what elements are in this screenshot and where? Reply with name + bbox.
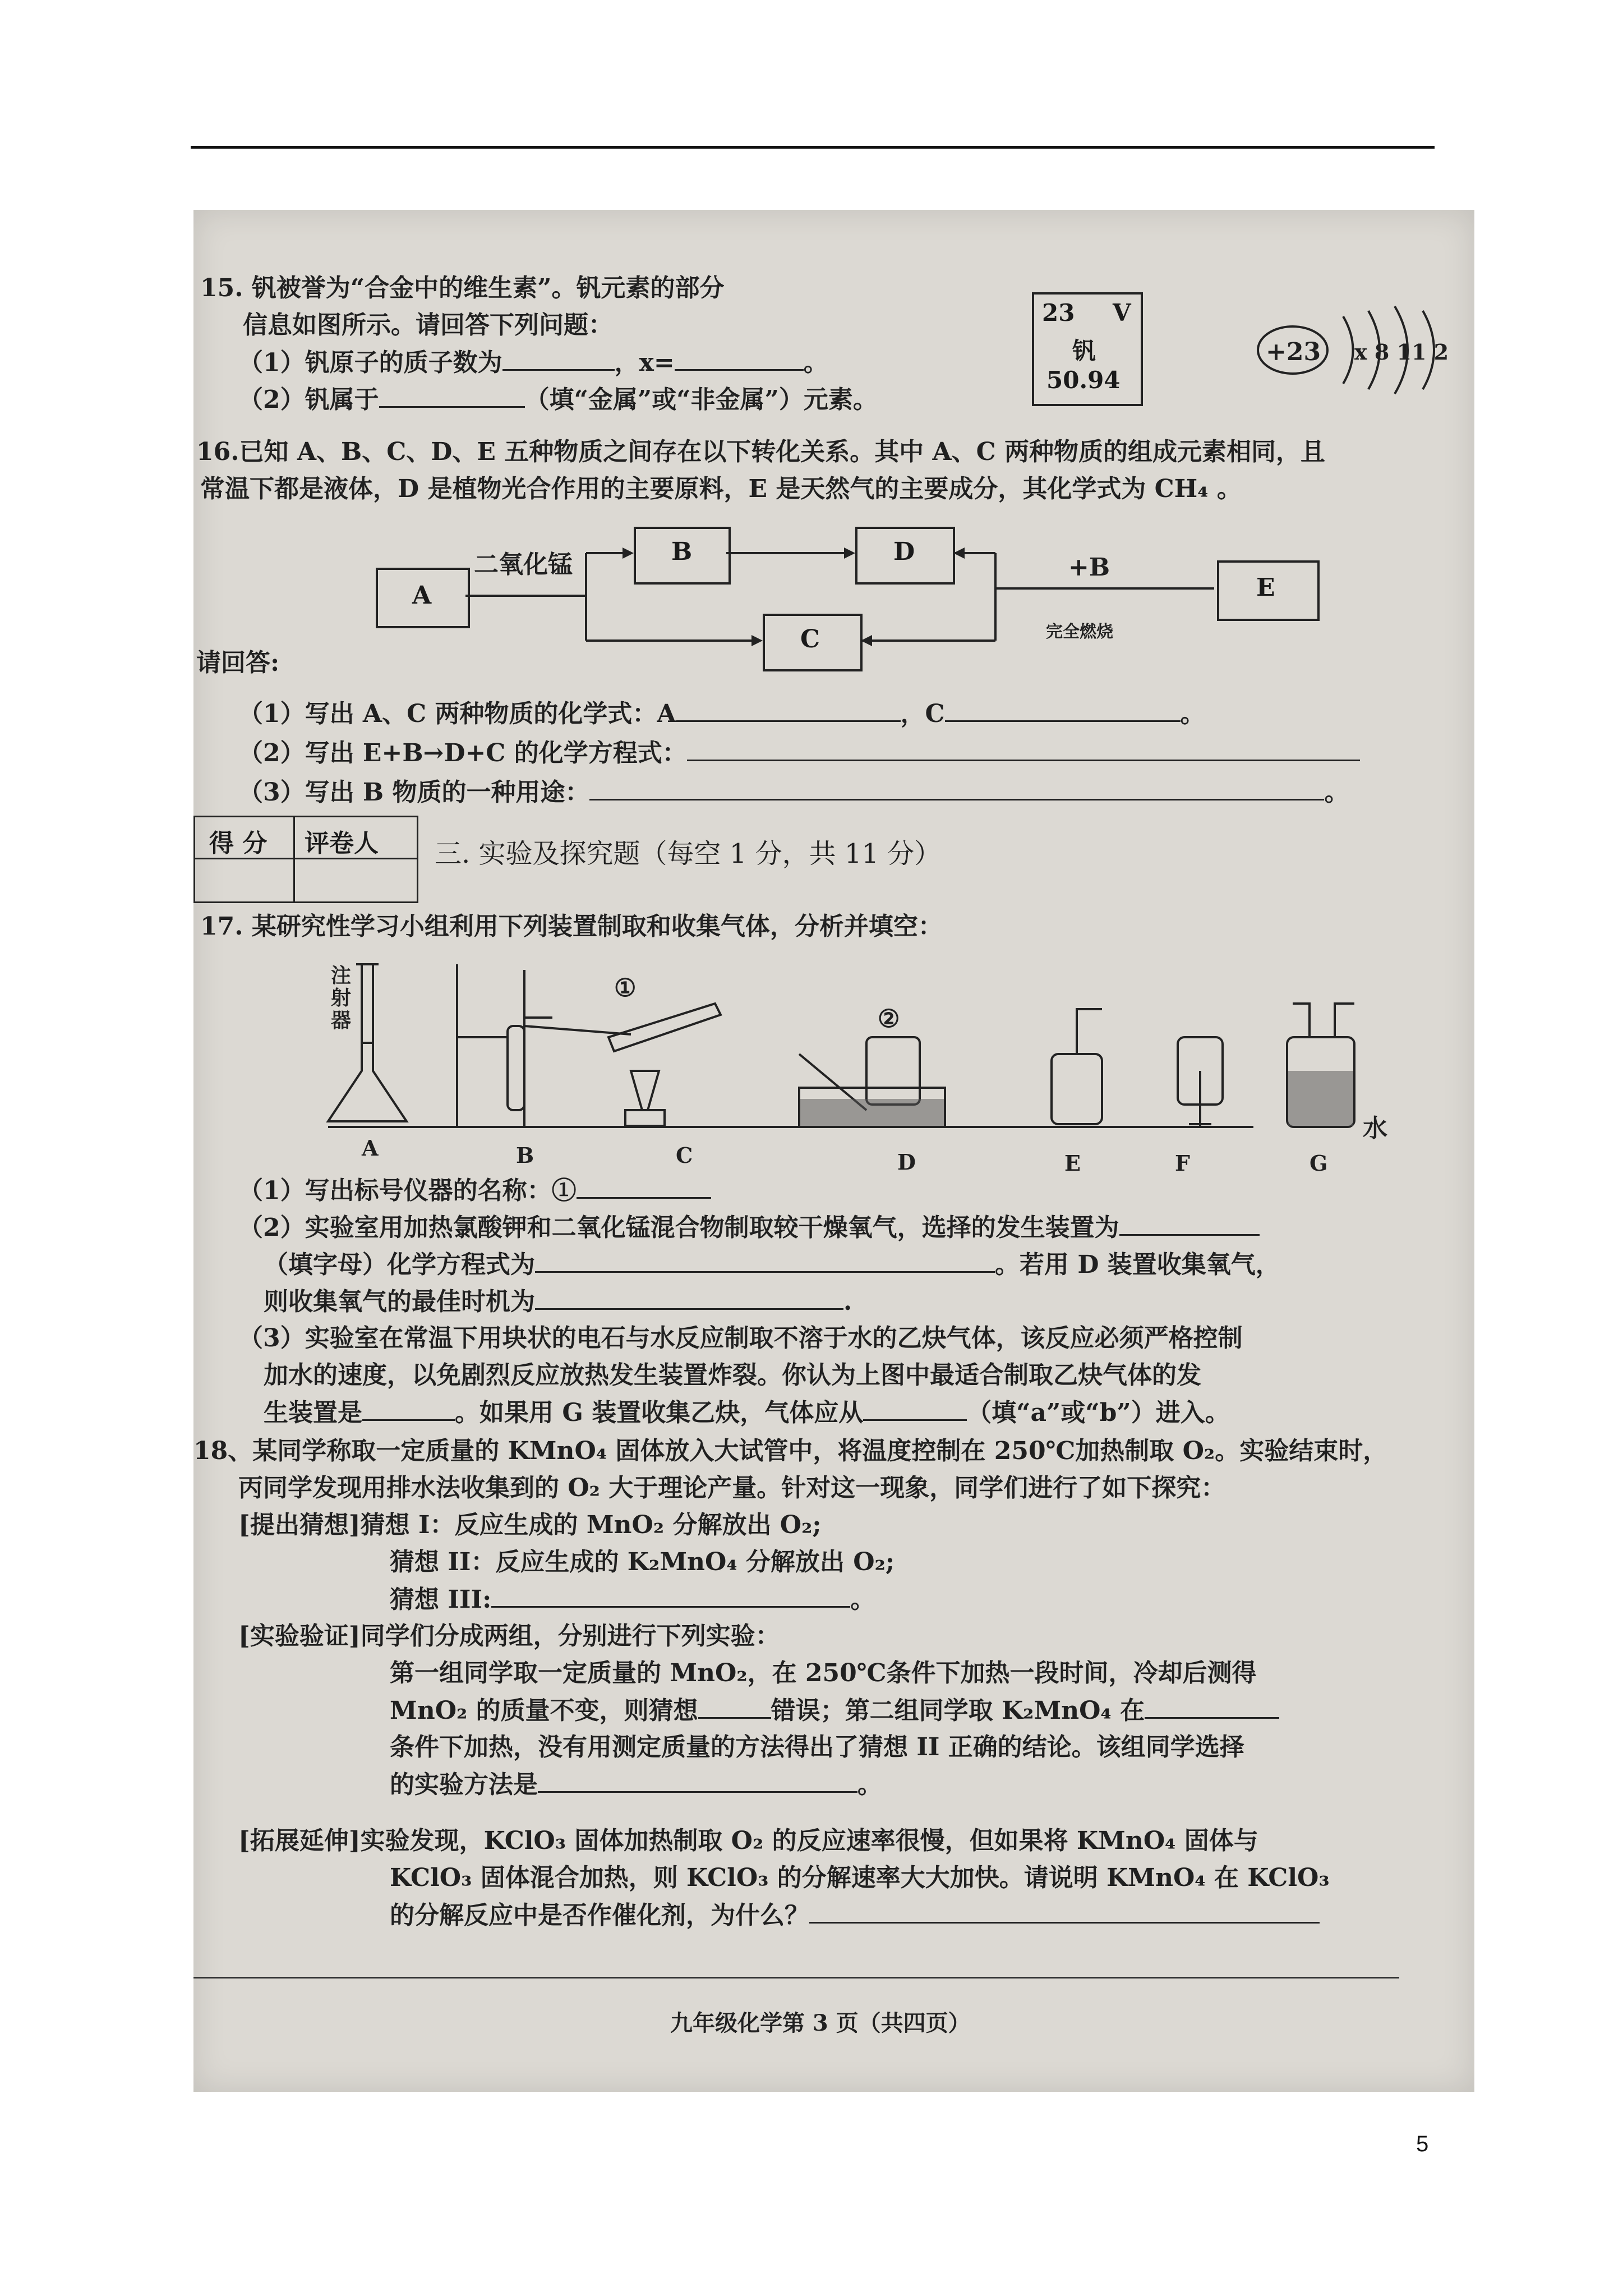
element-mass: 50.94 — [1046, 366, 1121, 394]
q15-part2-end: （填“金属”或“非金属”）元素。 — [524, 385, 878, 414]
score-label: 得 分 — [209, 829, 268, 858]
label-circle-one: ① — [614, 974, 637, 1002]
q16-part2-text: （2）写出 E+B→D+C 的化学方程式： — [238, 739, 687, 767]
section3-title: 三. 实验及探究题（每空 1 分，共 11 分） — [435, 838, 942, 869]
label-water: 水 — [1363, 1114, 1387, 1143]
q17-part2-line2 — [264, 1249, 1280, 1281]
q15-line1: 15. 钒被誉为“合金中的维生素”。钒元素的部分 — [200, 274, 725, 302]
q18-extend-line1: [拓展延伸]实验发现，KClO₃ 固体加热制取 O₂ 的反应速率很慢，但如果将 KMnO₄ 固体与 — [238, 1826, 1258, 1855]
q17-part3-end: （填“a”或“b”）进入。 — [967, 1398, 1230, 1427]
q17-line1: 17. 某研究性学习小组利用下列装置制取和收集气体，分析并填空： — [200, 912, 943, 941]
q17-part2-d-text: 。若用 D 装置收集氧气， — [995, 1250, 1280, 1279]
q17-part1 — [238, 1175, 711, 1207]
catalyst-label: 二氧化锰 — [474, 550, 573, 579]
q18-hypothesis3-end: 。 — [850, 1585, 875, 1614]
q18-verify-line1: [实验验证]同学们分成两组，分别进行下列实验： — [238, 1622, 780, 1650]
q17-part2-line1 — [238, 1212, 1260, 1244]
q15-part1-text: （1）钒原子的质子数为 — [238, 348, 502, 377]
q18-verify-end: 。 — [857, 1770, 882, 1799]
q18-extend-question: 的分解反应中是否作催化剂，为什么？ — [390, 1901, 809, 1930]
q17-part2-end: . — [843, 1287, 852, 1316]
q16-line1: 16.已知 A、B、C、D、E 五种物质之间存在以下转化关系。其中 A、C 两种物质的组成元素相同，且 — [196, 438, 1326, 466]
page-number: 5 — [1416, 2132, 1429, 2156]
apparatus-label-b: B — [516, 1143, 534, 1168]
element-symbol: V — [1113, 299, 1131, 326]
flow-label-a: A — [412, 581, 432, 610]
top-rule — [191, 146, 1435, 149]
q18-verify-method-text: 的实验方法是 — [390, 1770, 538, 1799]
apparatus-label-f: F — [1175, 1151, 1190, 1176]
q15-part1-end: 。 — [803, 348, 828, 377]
score-table — [193, 816, 418, 903]
element-number: 23 — [1042, 299, 1075, 326]
q18-extend-line3 — [390, 1899, 1320, 1931]
q17-part2-text: （2）实验室用加热氯酸钾和二氧化锰混合物制取较干燥氧气，选择的发生装置为 — [238, 1213, 1119, 1242]
apparatus-label-d: D — [897, 1149, 916, 1175]
q18-hypothesis2: 猜想 II：反应生成的 K₂MnO₄ 分解放出 O₂; — [390, 1548, 895, 1576]
q18-line2: 丙同学发现用排水法收集到的 O₂ 大于理论产量。针对这一现象，同学们进行了如下探究： — [238, 1474, 1226, 1502]
flow-label-c: C — [800, 625, 820, 654]
q18-line1: 18、某同学称取一定质量的 KMnO₄ 固体放入大试管中，将温度控制在 250℃加热制取 O₂。实验结束时， — [193, 1437, 1388, 1465]
q17-part3-apparatus-text: 生装置是 — [264, 1398, 362, 1427]
q18-verify-guess-text: MnO₂ 的质量不变，则猜想 — [390, 1696, 698, 1725]
flow-label-d: D — [893, 537, 915, 566]
q17-part2-line3 — [264, 1286, 852, 1318]
q16-part3-text: （3）写出 B 物质的一种用途： — [238, 778, 590, 807]
apparatus-label-a: A — [362, 1135, 379, 1161]
scanned-exam-photo — [193, 210, 1474, 2092]
q16-part1-end: 。 — [1180, 700, 1205, 728]
q17-part3-line2: 加水的速度，以免剧烈反应放热发生装置炸裂。你认为上图中最适合制取乙炔气体的发 — [264, 1361, 1201, 1389]
answer-blank[interactable] — [809, 1899, 1320, 1924]
atom-shell-electrons: x 8 11 2 — [1354, 339, 1449, 365]
answer-blank[interactable] — [577, 1175, 711, 1199]
q18-verify-line4: 条件下加热，没有用测定质量的方法得出了猜想 II 正确的结论。该组同学选择 — [390, 1733, 1244, 1761]
answer-blank[interactable] — [538, 1769, 857, 1793]
q17-part2-timing-text: 则收集氧气的最佳时机为 — [264, 1287, 535, 1316]
exam-page-footer: 九年级化学第 3 页（共四页） — [670, 2010, 971, 2036]
element-name: 钒 — [1072, 337, 1096, 365]
answer-blank[interactable] — [362, 1397, 455, 1421]
answer-blank[interactable] — [676, 698, 901, 722]
answer-blank[interactable] — [491, 1584, 850, 1608]
answer-blank[interactable] — [863, 1397, 967, 1421]
q18-extend-line2: KClO₃ 固体混合加热，则 KClO₃ 的分解速率大大加快。请说明 KMnO₄ 在 KClO₃ — [390, 1864, 1330, 1892]
combustion-condition-label: 完全燃烧 — [1046, 622, 1113, 642]
answer-blank[interactable] — [687, 737, 1360, 761]
q16-part1-text: （1）写出 A、C 两种物质的化学式：A — [238, 700, 676, 728]
answer-blank[interactable] — [1145, 1695, 1279, 1719]
flow-label-e: E — [1256, 573, 1275, 602]
q18-verify-line5 — [390, 1769, 882, 1801]
footer-rule — [193, 1977, 1399, 1978]
answer-blank[interactable] — [589, 776, 1324, 800]
q18-verify-line2: 第一组同学取一定质量的 MnO₂，在 250℃条件下加热一段时间，冷却后测得 — [390, 1659, 1257, 1687]
q17-part3-gas-text: 。如果用 G 装置收集乙炔，气体应从 — [455, 1398, 864, 1427]
answer-blank[interactable] — [698, 1695, 771, 1719]
q18-verify-group2-text: 错误；第二组同学取 K₂MnO₄ 在 — [771, 1696, 1145, 1725]
answer-blank[interactable] — [1119, 1212, 1260, 1236]
flow-arrows — [193, 210, 1474, 715]
q17-part3-line3 — [264, 1397, 1230, 1429]
q17-part2-equation-text: （填字母）化学方程式为 — [264, 1250, 535, 1279]
apparatus-label-c: C — [676, 1143, 693, 1168]
q17-part1-text: （1）写出标号仪器的名称：① — [238, 1176, 577, 1205]
label-circle-two: ② — [878, 1005, 900, 1033]
q15-part2-text: （2）钒属于 — [238, 385, 379, 414]
grader-label: 评卷人 — [305, 829, 379, 858]
answer-blank[interactable] — [535, 1249, 995, 1273]
q16-line2: 常温下都是液体，D 是植物光合作用的主要原料，E 是天然气的主要成分，其化学式为 CH₄ 。 — [200, 475, 1242, 503]
q15-line2: 信息如图所示。请回答下列问题： — [243, 311, 613, 339]
lab-apparatus-diagram — [193, 942, 1474, 1200]
q17-part3-line1: （3）实验室在常温下用块状的电石与水反应制取不溶于水的乙炔气体，该反应必须严格控制 — [238, 1324, 1243, 1352]
syringe-label: 注射器 — [331, 964, 352, 1032]
answer-blank[interactable] — [945, 698, 1181, 722]
q16-part2 — [238, 737, 1360, 769]
q18-hypothesis3 — [390, 1584, 875, 1616]
answer-blank[interactable] — [535, 1286, 843, 1310]
q16-part3-end: 。 — [1324, 778, 1349, 807]
q18-verify-line3 — [390, 1695, 1279, 1727]
q18-hypothesis3-text: 猜想 III: — [390, 1585, 492, 1614]
q16-part1 — [238, 698, 1205, 730]
q18-hypothesis1: [提出猜想]猜想 I：反应生成的 MnO₂ 分解放出 O₂; — [238, 1511, 822, 1539]
q15-part1-x: ，x= — [614, 348, 675, 377]
atom-nucleus-charge: +23 — [1266, 338, 1321, 366]
apparatus-label-g: G — [1310, 1151, 1328, 1176]
plus-b-label: +B — [1068, 553, 1110, 582]
q16-part3 — [238, 776, 1349, 808]
apparatus-label-e: E — [1064, 1151, 1081, 1176]
flow-label-b: B — [671, 537, 693, 566]
q16-ask: 请回答: — [196, 648, 280, 677]
q16-part1-c: ，C — [900, 700, 945, 728]
